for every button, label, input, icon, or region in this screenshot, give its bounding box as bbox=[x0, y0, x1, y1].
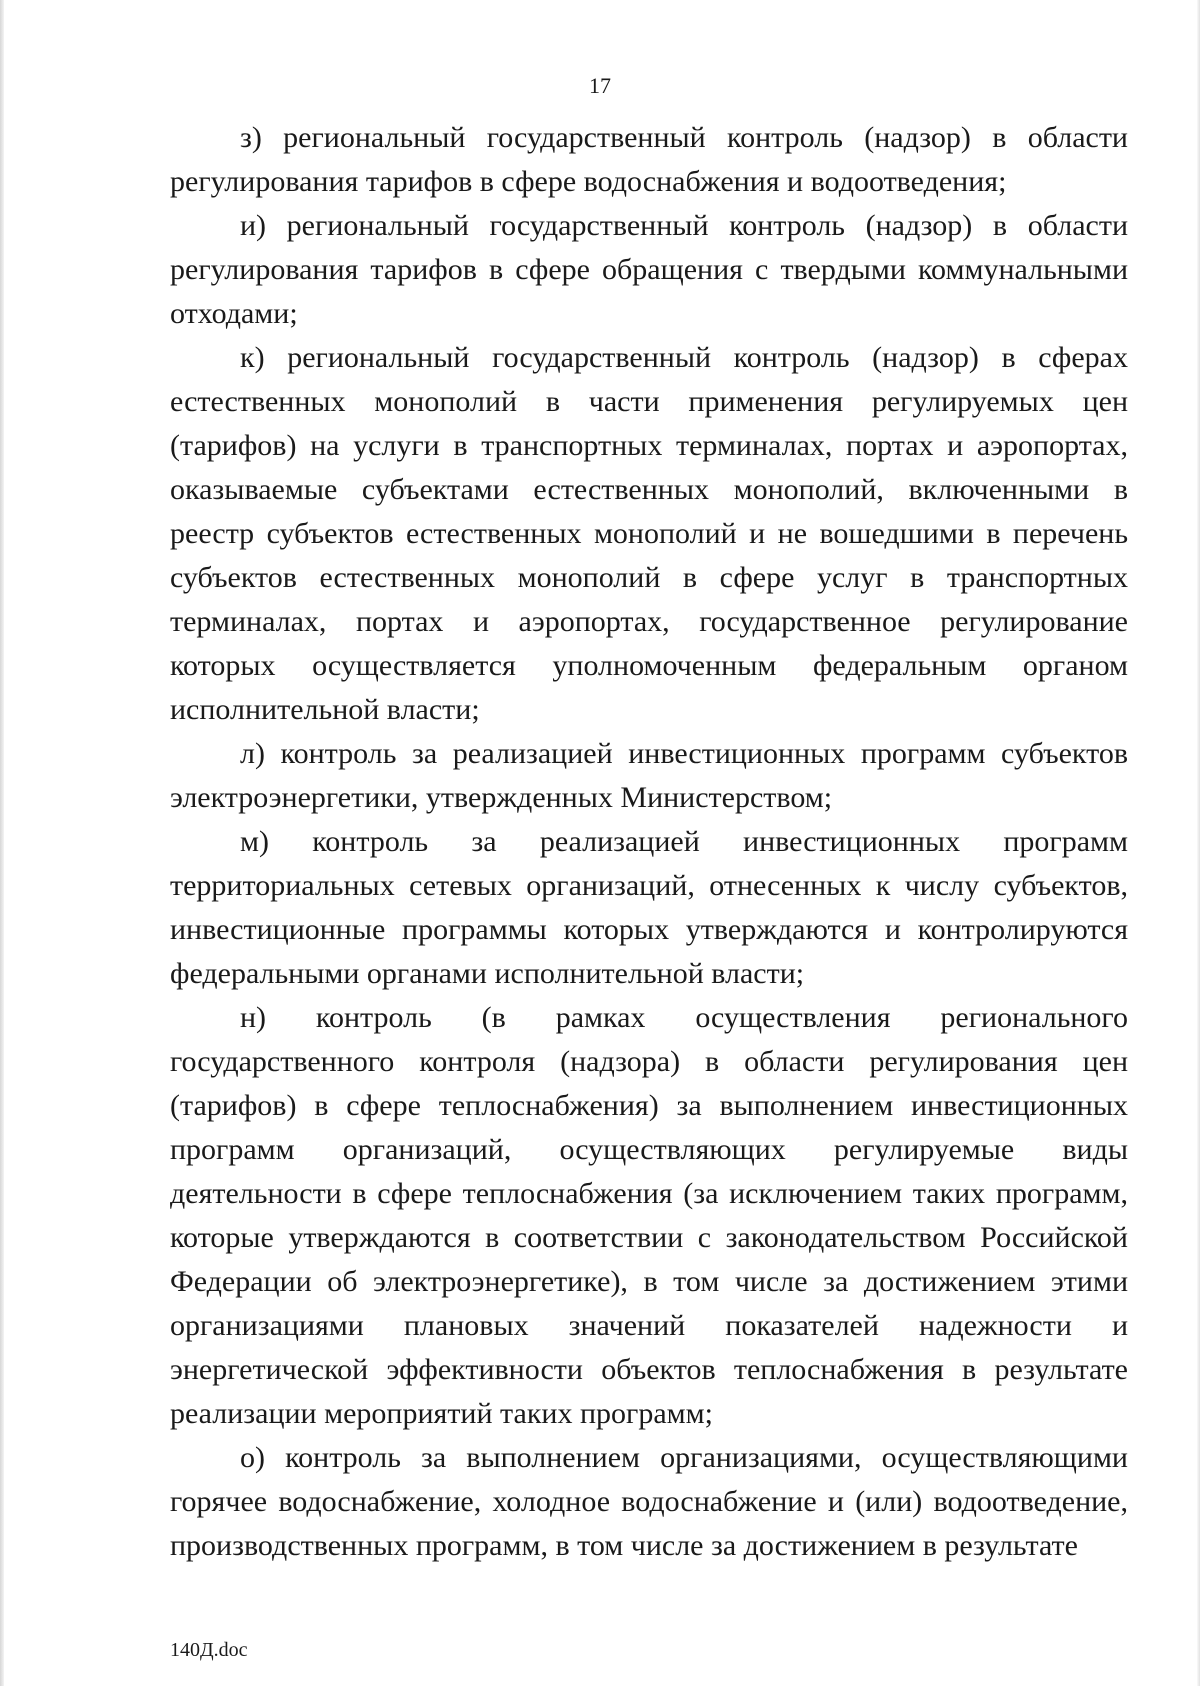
document-body bbox=[170, 116, 1128, 1568]
paragraph-l: л) контроль за реализацией инвестиционных программ субъектов электроэнергетики, утвержденных Министерством; bbox=[170, 737, 1128, 814]
paragraph-i: и) региональный государственный контроль (надзор) в области регулирования тарифов в сфере обращения с твердыми коммунальными отходами; bbox=[170, 209, 1128, 330]
paragraph-z: з) региональный государственный контроль (надзор) в области регулирования тарифов в сфере водоснабжения и водоотведения; bbox=[170, 121, 1128, 198]
page-number: 17 bbox=[589, 73, 611, 98]
paragraph-n: н) контроль (в рамках осуществления регионального государственного контроля (надзора) в области регулирования цен (тарифов) в сфере теплоснабжения) за выполнением инвестиционных программ организаций, осуществляющих регулируемые виды деятельности в сфере теплоснабжения (за исключением таких программ, которые утверждаются в соответствии с законодательством Российской Федерации об электроэнергетике), в том числе за достижением этими организациями плановых значений показателей надежности и энергетической эффективности объектов теплоснабжения в результате реализации мероприятий таких программ; bbox=[170, 1001, 1128, 1430]
paragraph-o: о) контроль за выполнением организациями, осуществляющими горячее водоснабжение, холодное водоснабжение и (или) водоотведение, производственных программ, в том числе за достижением в результате bbox=[170, 1441, 1128, 1562]
footer-filename: 140Д.doc bbox=[170, 1639, 248, 1661]
paragraph-m: м) контроль за реализацией инвестиционных программ территориальных сетевых организаций, отнесенных к числу субъектов, инвестиционные программы которых утверждаются и контролируются федеральными органами исполнительной власти; bbox=[170, 825, 1128, 990]
paragraph-k: к) региональный государственный контроль (надзор) в сферах естественных монополий в части применения регулируемых цен (тарифов) на услуги в транспортных терминалах, портах и аэропортах, оказываемые субъектами естественных монополий, включенными в реестр субъектов естественных монополий и не вошедшими в перечень субъектов естественных монополий в сфере услуг в транспортных терминалах, портах и аэропортах, государственное регулирование которых осуществляется уполномоченным федеральным органом исполнительной власти; bbox=[170, 341, 1128, 726]
scan-edge-left bbox=[0, 0, 4, 1686]
